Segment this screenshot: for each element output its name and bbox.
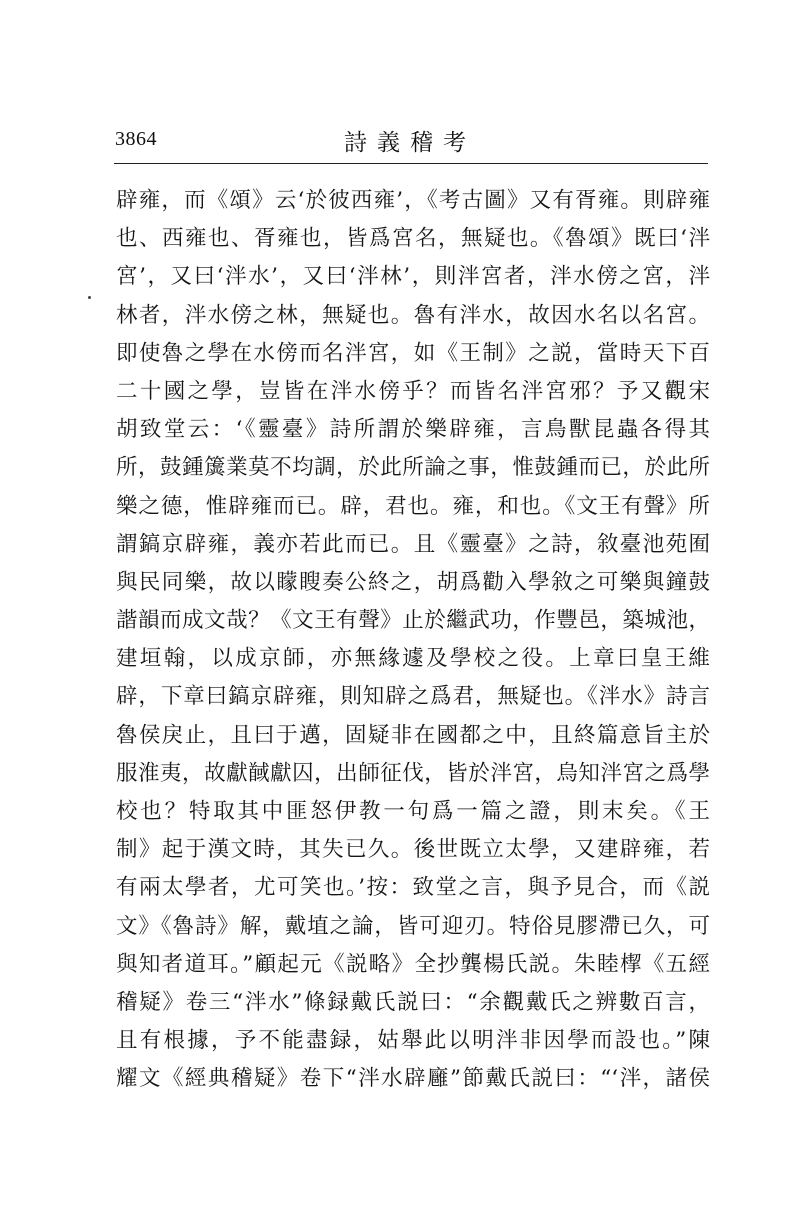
text-line: 辟，下章曰鎬京辟雍，則知辟之爲君，無疑也。《泮水》詩言 [116,684,710,710]
body-text [116,182,710,1099]
text-line: 宮’，又曰‘泮水’，又曰‘泮林’，則泮宮者，泮水傍之宮，泮 [116,264,710,290]
text-line: 制》起于漢文時，其失已久。後世既立太學，又建辟雍，若 [116,837,710,863]
text-line: 辟雍，而《頌》云‘於彼西雍’，《考古圖》又有胥雍。則辟雍 [116,188,710,213]
text-line: 服淮夷，故獻馘獻囚，出師征伐，皆於泮宮，烏知泮宮之爲學 [116,760,710,786]
page-number: 3864 [115,128,157,150]
text-line: 有兩太學者，尤可笑也。’按：致堂之言，與予見合，而《説 [116,875,710,901]
text-line: 也、西雍也、胥雍也，皆爲宮名，無疑也。《魯頌》既曰‘泮 [116,226,710,252]
page-header [0,0,800,170]
text-line: 諧韻而成文哉？《文王有聲》止於繼武功，作豐邑，築城池， [116,608,710,634]
text-line: 胡致堂云：‘《靈臺》詩所謂於樂辟雍，言鳥獸昆蟲各得其 [116,417,710,443]
text-line: 校也？特取其中匪怒伊教一句爲一篇之證，則末矣。《王 [116,799,710,824]
text-line: 所，鼓鍾簴業莫不均調，於此所論之事，惟鼓鍾而已，於此所 [116,455,710,481]
text-line: 二十國之學，豈皆在泮水傍乎？而皆名泮宮邪？予又觀宋 [116,378,710,404]
margin-dot [88,296,91,299]
text-line: 稽疑》卷三“泮水”條録戴氏説曰：“余觀戴氏之辨數百言， [116,989,710,1015]
text-line: 建垣翰，以成京師，亦無緣遽及學校之役。上章曰皇王維 [116,646,710,672]
text-line: 與民同樂，故以矇瞍奏公終之，胡爲勸入學敘之可樂與鐘鼓 [116,569,710,595]
text-line: 即使魯之學在水傍而名泮宮，如《王制》之説，當時天下百 [116,340,710,366]
running-title: 詩義稽考 [344,130,476,156]
text-line: 耀文《經典稽疑》卷下“泮水辟廱”節戴氏説曰：“‘泮，諸侯 [116,1066,710,1092]
header-rule [114,163,708,164]
text-line: 文》《魯詩》解，戴埴之論，皆可迎刃。特俗見膠滯已久，可 [116,913,710,939]
text-line: 魯侯戾止，且曰于邁，固疑非在國都之中，且終篇意旨主於 [116,722,710,748]
text-line: 林者，泮水傍之林，無疑也。魯有泮水，故因水名以名宮。 [116,302,710,328]
text-line: 謂鎬京辟雍，義亦若此而已。且《靈臺》之詩，敘臺池苑囿 [116,531,710,557]
text-line: 樂之德，惟辟雍而已。辟，君也。雍，和也。《文王有聲》所 [116,493,710,519]
text-line: 且有根據，予不能盡録，姑舉此以明泮非因學而設也。”陳 [116,1028,710,1054]
text-line: 與知者道耳。”顧起元《説略》全抄龔楊氏説。朱睦㮮《五經 [116,951,710,977]
